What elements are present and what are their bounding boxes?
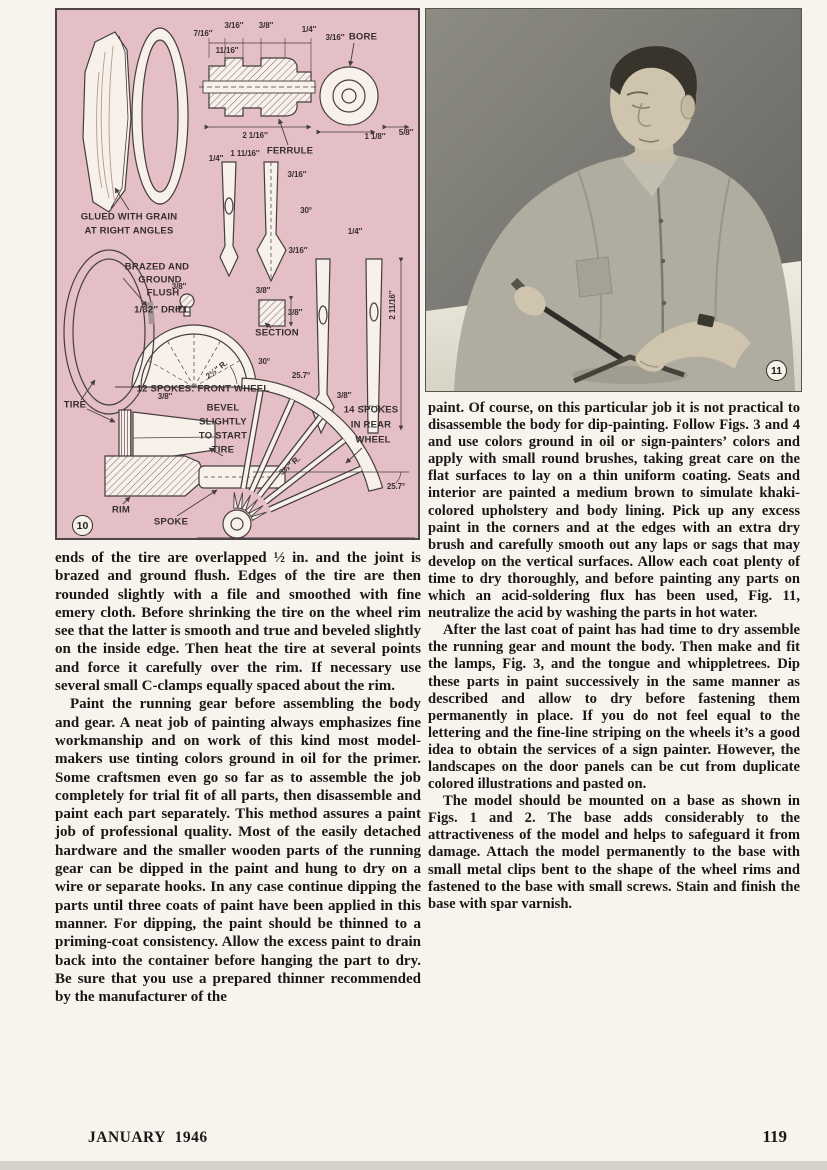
diagram-label: SPOKE [153,516,189,528]
diagram-label: 3/16″ [224,21,244,30]
diagram-label: 3/8″ [255,286,271,295]
figure-11-number-badge [766,360,787,381]
diagram-label: GROUND [138,274,182,286]
diagram-label: 12 SPOKES: FRONT WHEEL [136,383,270,395]
figure-11-photo [425,8,802,392]
diagram-label: 1/4″ [208,154,224,163]
footer-issue-date: JANUARY 1946 [88,1129,208,1146]
right-text-column [428,400,800,913]
body-paragraph: The model should be mounted on a base as shown in Figs. 1 and 2. The base adds considerably to the attractiveness of the model and helps to safeguard it from damage. Attach the model permanently to the base with small metal clips bent to the shape of the wheel rims and fastened to the base with small screws. Stain and finish the base with spar varnish. [428,793,800,912]
man-soldering-photo-art [426,9,801,391]
figure-10-number-badge [72,515,93,536]
diagram-label: 2 11/16″ [388,290,397,320]
diagram-label: 30° [300,206,312,215]
diagram-label: 3/16″ [288,246,308,255]
body-paragraph: ends of the tire are overlapped ½ in. and the joint is brazed and ground flush. Edges of the tire are then rounded slightly with a file and smoothed with fine emery cloth. Before shrinking the tire on the wheel rim see that the latter is smooth and true and beveled slightly on the inside edge. Then heat the tire at several points and force it carefully over the rim. If necessary use several small C-clamps equally spaced about the rim. [55,550,421,695]
diagram-label: 2 1/16″ [242,131,268,140]
diagram-label: AT RIGHT ANGLES [84,225,174,237]
diagram-label: 3/8″ [336,391,352,400]
diagram-label: 1/4″ [301,25,317,34]
diagram-label: TIRE [211,444,235,456]
diagram-label: WHEEL [355,434,391,446]
diagram-label: 25.7° [386,482,406,491]
diagram-label: 7/16″ [193,29,213,38]
figure-11-number: 11 [770,364,783,377]
figure-10-number: 10 [76,519,89,532]
diagram-label: TO START [198,430,248,442]
diagram-label: 2½″ R. [204,358,230,381]
diagram-label: BRAZED AND [124,261,190,273]
diagram-label: 3/8″ [287,308,303,317]
diagram-label: 1 1/8″ [364,132,386,141]
diagram-label: 1/4″ [347,227,363,236]
diagram-label: 3/16″ [325,33,345,42]
diagram-label: 1 11/16″ [230,149,260,158]
diagram-label: 3/8″ [258,21,274,30]
body-paragraph: Paint the running gear before assembling the body and gear. A neat job of painting always emphasizes fine workmanship and on work of this kind most model-makers use tinting colors ground in oil for the primer. Some craftsmen even go so far as to assemble the job completely for trial fit of all parts, then disassemble and paint each part separately. This method assures a paint job of professional quality. Most of the easily detached hardware and the smaller wooden parts of the running gear can be dipped in the paint and hung to dry on a wire or separate hooks. In any case continue dipping the parts until three coats of paint have been applied in this manner. For dipping, the paint should be thinned to a priming-coat consistency. Allow the excess paint to drain back into the container before hanging the part to dry. Be sure that you use a prepared thinner recommended by the manufacturer of the [55,696,421,1006]
diagram-label: 25.7° [291,371,311,380]
diagram-label: 3½″ R. [277,454,302,477]
diagram-label: TIRE [63,399,87,411]
diagram-label: GLUED WITH GRAIN [80,211,178,223]
page-bottom-edge [0,1161,827,1170]
figure-10-diagram-panel [55,8,420,540]
diagram-label: BORE [348,31,378,43]
diagram-label: SECTION [255,327,299,339]
diagram-label: 3/8″ [171,282,187,291]
body-paragraph: After the last coat of paint has had time to dry assemble the running gear and mount the body. Then make and fit the lamps, Fig. 3, and the tongue and whippletrees. Dip these parts in paint successively in the same manner as described and allow to dry before fastening them permanently in place. If you do not feel equal to the lettering and the fine-line striping on the wheels it’s a good idea to obtain the services of a sign painter. However, the landscapes on the door panels can be cut from duplicate colored illustrations and pasted on. [428,622,800,793]
diagram-label: BEVEL [206,402,240,414]
footer-page-number: 119 [762,1127,787,1146]
body-paragraph: paint. Of course, on this particular job it is not practical to disassemble the body for dip-painting. Follow Figs. 3 and 4 and use colors ground in oil or sign-painters’ colors and apply with small round brushes, taking great care on the flat surfaces to lay on a thin uniform coating. Seats and interior are painted a medium brown to simulate khaki-colored upholstery and body lining. Pick up any excess paint in the corners and at the edges with an extra dry brush and carefully smooth out any laps or sags that may develop on the vertical surfaces. Allow each coat plenty of time to dry thoroughly, and before painting any parts on which an acid-soldering flux has been used, Fig. 11, neutralize the acid by washing the parts in hot water. [428,400,800,622]
diagram-label: RIM [111,504,131,516]
left-text-column [55,549,421,1006]
diagram-label: 14 SPOKES [343,404,399,416]
diagram-label: IN REAR [350,419,392,431]
diagram-label: 3/16″ [287,170,307,179]
diagram-label: 11/16″ [215,46,239,55]
diagram-label: SLIGHTLY [199,416,247,428]
diagram-label: FERRULE [266,145,314,157]
diagram-label: 1/32″ DRILL [134,304,190,316]
diagram-labels [57,10,418,538]
diagram-label: 5/8″ [398,128,414,137]
diagram-label: 30° [258,357,270,366]
diagram-label: 3/8″ [157,392,173,401]
diagram-label: FLUSH [146,287,180,299]
